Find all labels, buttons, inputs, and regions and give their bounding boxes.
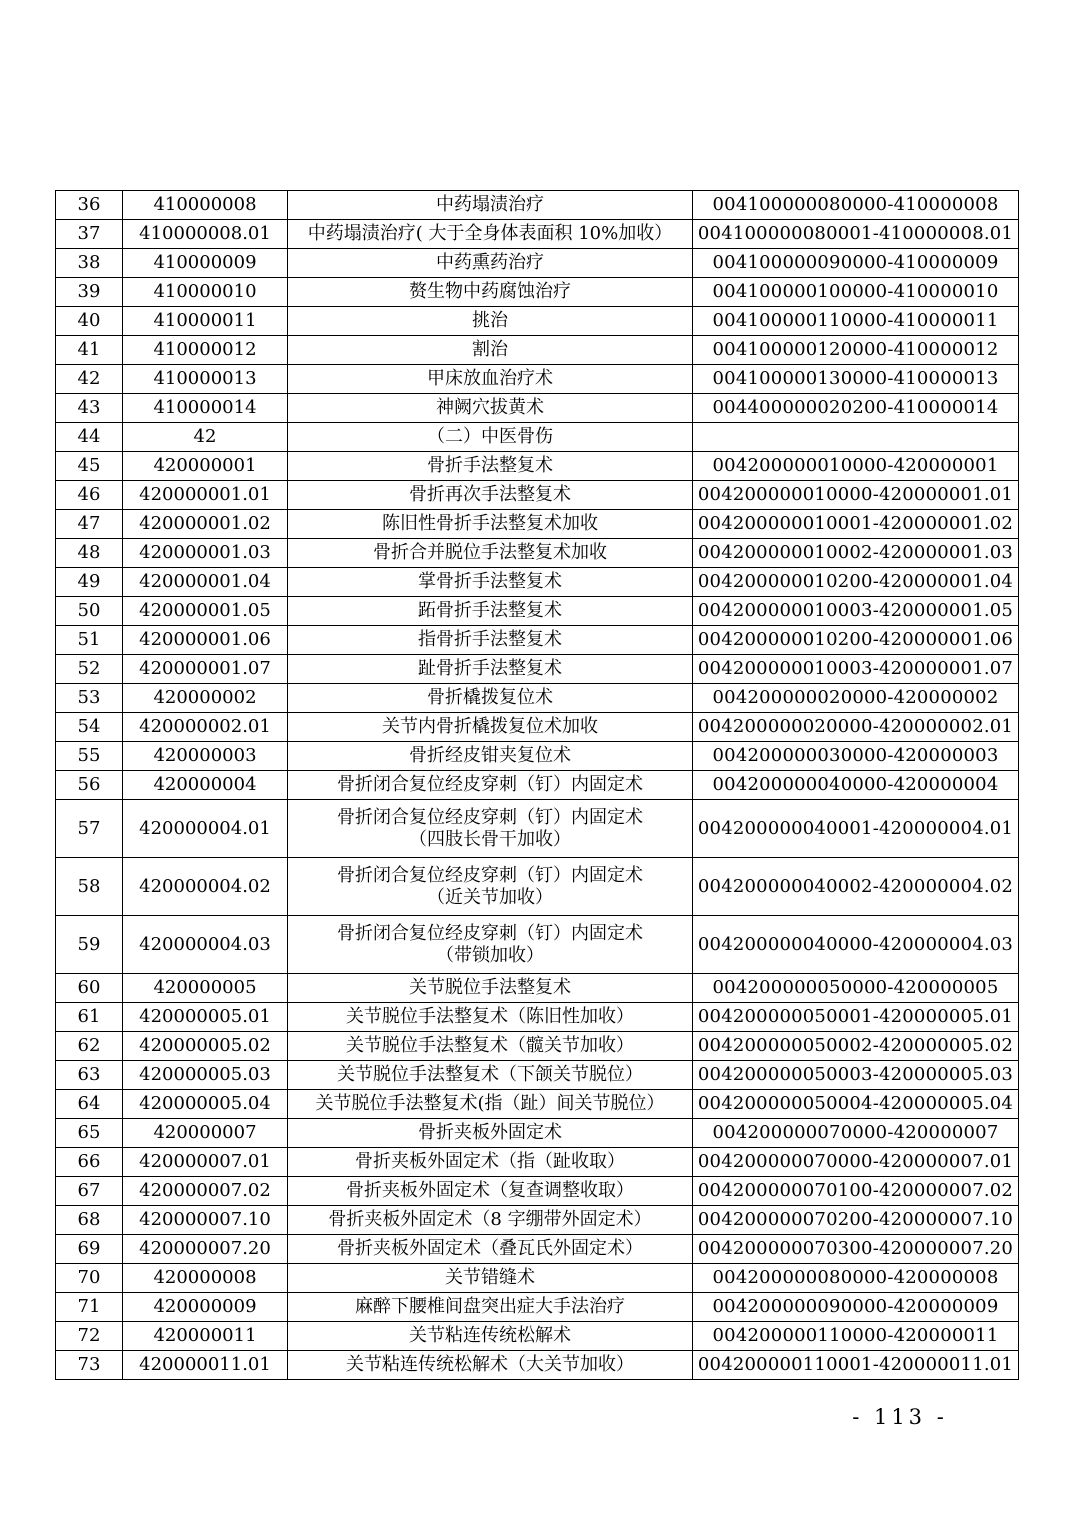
row-number-cell: 56: [56, 771, 123, 800]
procedure-name: 骨折再次手法整复术: [409, 484, 571, 506]
combined-code-cell: 004200000010000-420000001: [693, 452, 1019, 481]
combined-code-cell: 004100000090000-410000009: [693, 249, 1019, 278]
code-cell: 420000011.01: [123, 1351, 288, 1380]
row-number-cell: 46: [56, 481, 123, 510]
combined-code-cell: 004200000070000-420000007.01: [693, 1148, 1019, 1177]
row-number-cell: 50: [56, 597, 123, 626]
procedure-name: 关节粘连传统松解术: [409, 1325, 571, 1347]
procedure-name: 骨折闭合复位经皮穿刺（钉）内固定术: [337, 864, 643, 886]
code-cell: 420000008: [123, 1264, 288, 1293]
procedure-name: 关节脱位手法整复术（陈旧性加收）: [346, 1006, 634, 1028]
name-cell: [288, 742, 693, 771]
name-cell: [288, 307, 693, 336]
name-cell: [288, 626, 693, 655]
name-cell: [288, 1293, 693, 1322]
code-cell: 420000004.02: [123, 858, 288, 916]
combined-code-cell: 004200000040000-420000004.03: [693, 916, 1019, 974]
name-cell: [288, 771, 693, 800]
combined-code-cell: 004400000020200-410000014: [693, 394, 1019, 423]
name-cell: [288, 1032, 693, 1061]
row-number-cell: 58: [56, 858, 123, 916]
row-number-cell: 37: [56, 220, 123, 249]
row-number-cell: 73: [56, 1351, 123, 1380]
procedure-name-line2: （带锁加收）: [436, 944, 544, 966]
procedure-name: 骨折闭合复位经皮穿刺（钉）内固定术: [337, 806, 643, 828]
code-cell: 420000005: [123, 974, 288, 1003]
procedure-name: 掌骨折手法整复术: [418, 571, 562, 593]
table-row: [56, 1003, 1019, 1032]
code-cell: 410000008.01: [123, 220, 288, 249]
table-row: [56, 481, 1019, 510]
table-row: [56, 1032, 1019, 1061]
name-cell: [288, 800, 693, 858]
procedure-name: 指骨折手法整复术: [418, 629, 562, 651]
name-cell: [288, 452, 693, 481]
row-number-cell: 42: [56, 365, 123, 394]
combined-code-cell: 004200000010200-420000001.04: [693, 568, 1019, 597]
table-row: [56, 191, 1019, 220]
code-cell: 420000004.03: [123, 916, 288, 974]
row-number-cell: 36: [56, 191, 123, 220]
combined-code-cell: 004100000080000-410000008: [693, 191, 1019, 220]
table-row: [56, 974, 1019, 1003]
name-cell: [288, 510, 693, 539]
table-row: [56, 1322, 1019, 1351]
row-number-cell: 54: [56, 713, 123, 742]
table-row: [56, 394, 1019, 423]
procedure-name: 挑治: [472, 310, 508, 332]
combined-code-cell: 004200000110000-420000011: [693, 1322, 1019, 1351]
table-row: [56, 452, 1019, 481]
combined-code-cell: 004200000080000-420000008: [693, 1264, 1019, 1293]
code-cell: 420000007.01: [123, 1148, 288, 1177]
row-number-cell: 51: [56, 626, 123, 655]
name-cell: [288, 1061, 693, 1090]
procedure-name: 关节脱位手法整复术（髋关节加收）: [346, 1035, 634, 1057]
combined-code-cell: 004200000020000-420000002: [693, 684, 1019, 713]
table-row: [56, 713, 1019, 742]
row-number-cell: 65: [56, 1119, 123, 1148]
code-cell: 410000009: [123, 249, 288, 278]
row-number-cell: 43: [56, 394, 123, 423]
procedure-name: 跖骨折手法整复术: [418, 600, 562, 622]
table-row: [56, 916, 1019, 974]
row-number-cell: 55: [56, 742, 123, 771]
name-cell: [288, 278, 693, 307]
name-cell: [288, 336, 693, 365]
name-cell: [288, 1235, 693, 1264]
code-cell: 420000007.20: [123, 1235, 288, 1264]
name-cell: [288, 916, 693, 974]
table-row: [56, 278, 1019, 307]
row-number-cell: 53: [56, 684, 123, 713]
row-number-cell: 70: [56, 1264, 123, 1293]
code-cell: 420000001: [123, 452, 288, 481]
row-number-cell: 64: [56, 1090, 123, 1119]
table-row: [56, 800, 1019, 858]
procedure-code-table: [55, 190, 1019, 1380]
name-cell: [288, 1119, 693, 1148]
code-cell: 420000009: [123, 1293, 288, 1322]
code-cell: 420000001.04: [123, 568, 288, 597]
code-cell: 420000002.01: [123, 713, 288, 742]
table-row: [56, 423, 1019, 452]
row-number-cell: 44: [56, 423, 123, 452]
combined-code-cell: 004200000040002-420000004.02: [693, 858, 1019, 916]
row-number-cell: 39: [56, 278, 123, 307]
combined-code-cell: 004200000070000-420000007: [693, 1119, 1019, 1148]
name-cell: [288, 1148, 693, 1177]
row-number-cell: 47: [56, 510, 123, 539]
procedure-name: 割治: [472, 339, 508, 361]
code-cell: 420000004.01: [123, 800, 288, 858]
table-row: [56, 858, 1019, 916]
combined-code-cell: 004200000020000-420000002.01: [693, 713, 1019, 742]
code-cell: 420000005.02: [123, 1032, 288, 1061]
code-cell: 420000007: [123, 1119, 288, 1148]
combined-code-cell: 004200000010003-420000001.05: [693, 597, 1019, 626]
procedure-name: 骨折闭合复位经皮穿刺（钉）内固定术: [337, 774, 643, 796]
row-number-cell: 45: [56, 452, 123, 481]
combined-code-cell: 004200000010001-420000001.02: [693, 510, 1019, 539]
code-cell: 420000005.04: [123, 1090, 288, 1119]
code-cell: 410000012: [123, 336, 288, 365]
table-row: [56, 597, 1019, 626]
name-cell: [288, 394, 693, 423]
table-row: [56, 771, 1019, 800]
code-cell: 410000011: [123, 307, 288, 336]
combined-code-cell: 004200000110001-420000011.01: [693, 1351, 1019, 1380]
combined-code-cell: 004200000090000-420000009: [693, 1293, 1019, 1322]
name-cell: [288, 597, 693, 626]
procedure-name: 甲床放血治疗术: [427, 368, 553, 390]
table-row: [56, 539, 1019, 568]
row-number-cell: 61: [56, 1003, 123, 1032]
table-row: [56, 684, 1019, 713]
procedure-name: 麻醉下腰椎间盘突出症大手法治疗: [355, 1296, 625, 1318]
table-body: [56, 191, 1019, 1380]
row-number-cell: 52: [56, 655, 123, 684]
name-cell: [288, 1264, 693, 1293]
name-cell: [288, 365, 693, 394]
name-cell: [288, 713, 693, 742]
code-cell: 420000011: [123, 1322, 288, 1351]
name-cell: [288, 1090, 693, 1119]
table-row: [56, 655, 1019, 684]
row-number-cell: 48: [56, 539, 123, 568]
row-number-cell: 67: [56, 1177, 123, 1206]
table-row: [56, 1090, 1019, 1119]
row-number-cell: 49: [56, 568, 123, 597]
combined-code-cell: 004200000050001-420000005.01: [693, 1003, 1019, 1032]
table-row: [56, 1061, 1019, 1090]
table-row: [56, 1177, 1019, 1206]
name-cell: [288, 249, 693, 278]
code-cell: 420000001.02: [123, 510, 288, 539]
code-cell: 420000004: [123, 771, 288, 800]
table-row: [56, 249, 1019, 278]
name-cell: [288, 974, 693, 1003]
row-number-cell: 40: [56, 307, 123, 336]
name-cell: [288, 481, 693, 510]
procedure-name: （二）中医骨伤: [427, 426, 553, 448]
table-row: [56, 307, 1019, 336]
row-number-cell: 60: [56, 974, 123, 1003]
table-row: [56, 1206, 1019, 1235]
procedure-name: 骨折夹板外固定术（复查调整收取）: [346, 1180, 634, 1202]
row-number-cell: 69: [56, 1235, 123, 1264]
combined-code-cell: 004200000050002-420000005.02: [693, 1032, 1019, 1061]
code-cell: 420000001.07: [123, 655, 288, 684]
table-row: [56, 1235, 1019, 1264]
procedure-name: 关节内骨折橇拨复位术加收: [382, 716, 598, 738]
row-number-cell: 41: [56, 336, 123, 365]
combined-code-cell: 004200000030000-420000003: [693, 742, 1019, 771]
combined-code-cell: 004100000110000-410000011: [693, 307, 1019, 336]
procedure-name: 关节脱位手法整复术（下颌关节脱位）: [337, 1064, 643, 1086]
code-cell: 420000001.05: [123, 597, 288, 626]
combined-code-cell: 004100000100000-410000010: [693, 278, 1019, 307]
procedure-name: 骨折手法整复术: [427, 455, 553, 477]
row-number-cell: 57: [56, 800, 123, 858]
table-row: [56, 568, 1019, 597]
procedure-name: 神阙穴拔黄术: [436, 397, 544, 419]
code-cell: 420000002: [123, 684, 288, 713]
code-cell: 410000008: [123, 191, 288, 220]
table-row: [56, 220, 1019, 249]
table-row: [56, 626, 1019, 655]
combined-code-cell: 004100000130000-410000013: [693, 365, 1019, 394]
code-cell: 410000014: [123, 394, 288, 423]
procedure-name: 骨折合并脱位手法整复术加收: [373, 542, 607, 564]
name-cell: [288, 655, 693, 684]
combined-code-cell: 004200000040000-420000004: [693, 771, 1019, 800]
procedure-name: 关节脱位手法整复术(指（趾）间关节脱位）: [315, 1093, 665, 1115]
combined-code-cell: 004200000010003-420000001.07: [693, 655, 1019, 684]
code-cell: 420000007.10: [123, 1206, 288, 1235]
name-cell: [288, 1003, 693, 1032]
row-number-cell: 62: [56, 1032, 123, 1061]
combined-code-cell: 004200000010002-420000001.03: [693, 539, 1019, 568]
combined-code-cell: 004100000080001-410000008.01: [693, 220, 1019, 249]
row-number-cell: 68: [56, 1206, 123, 1235]
procedure-name: 骨折夹板外固定术（8 字绷带外固定术）: [328, 1209, 652, 1231]
procedure-name: 趾骨折手法整复术: [418, 658, 562, 680]
combined-code-cell: 004200000050004-420000005.04: [693, 1090, 1019, 1119]
procedure-name: 骨折夹板外固定术: [418, 1122, 562, 1144]
table-row: [56, 1119, 1019, 1148]
table-row: [56, 742, 1019, 771]
procedure-name: 陈旧性骨折手法整复术加收: [382, 513, 598, 535]
procedure-name: 骨折夹板外固定术（指（趾收取）: [355, 1151, 625, 1173]
procedure-name: 赘生物中药腐蚀治疗: [409, 281, 571, 303]
name-cell: [288, 1177, 693, 1206]
row-number-cell: 59: [56, 916, 123, 974]
procedure-name: 骨折夹板外固定术（叠瓦氏外固定术）: [337, 1238, 643, 1260]
row-number-cell: 71: [56, 1293, 123, 1322]
name-cell: [288, 423, 693, 452]
table-row: [56, 365, 1019, 394]
table-row: [56, 510, 1019, 539]
name-cell: [288, 1351, 693, 1380]
procedure-name: 关节错缝术: [445, 1267, 535, 1289]
combined-code-cell: 004200000010000-420000001.01: [693, 481, 1019, 510]
procedure-name: 关节脱位手法整复术: [409, 977, 571, 999]
name-cell: [288, 684, 693, 713]
combined-code-cell: [693, 423, 1019, 452]
combined-code-cell: 004200000070300-420000007.20: [693, 1235, 1019, 1264]
code-cell: 420000005.01: [123, 1003, 288, 1032]
row-number-cell: 72: [56, 1322, 123, 1351]
name-cell: [288, 1322, 693, 1351]
row-number-cell: 38: [56, 249, 123, 278]
procedure-name: 中药熏药治疗: [436, 252, 544, 274]
name-cell: [288, 1206, 693, 1235]
code-cell: 420000001.03: [123, 539, 288, 568]
name-cell: [288, 539, 693, 568]
combined-code-cell: 004200000050003-420000005.03: [693, 1061, 1019, 1090]
combined-code-cell: 004100000120000-410000012: [693, 336, 1019, 365]
row-number-cell: 63: [56, 1061, 123, 1090]
procedure-name: 骨折经皮钳夹复位术: [409, 745, 571, 767]
procedure-name: 骨折闭合复位经皮穿刺（钉）内固定术: [337, 922, 643, 944]
procedure-name: 骨折橇拨复位术: [427, 687, 553, 709]
code-cell: 420000007.02: [123, 1177, 288, 1206]
table-row: [56, 1293, 1019, 1322]
code-cell: 42: [123, 423, 288, 452]
table-row: [56, 1351, 1019, 1380]
code-cell: 420000001.06: [123, 626, 288, 655]
combined-code-cell: 004200000010200-420000001.06: [693, 626, 1019, 655]
row-number-cell: 66: [56, 1148, 123, 1177]
table-row: [56, 336, 1019, 365]
combined-code-cell: 004200000070200-420000007.10: [693, 1206, 1019, 1235]
code-cell: 410000013: [123, 365, 288, 394]
table-row: [56, 1264, 1019, 1293]
procedure-name-line2: （近关节加收）: [427, 886, 553, 908]
combined-code-cell: 004200000070100-420000007.02: [693, 1177, 1019, 1206]
name-cell: [288, 568, 693, 597]
procedure-name: 中药塌渍治疗( 大于全身体表面积 10%加收）: [307, 223, 673, 245]
name-cell: [288, 858, 693, 916]
code-cell: 420000005.03: [123, 1061, 288, 1090]
name-cell: [288, 191, 693, 220]
combined-code-cell: 004200000040001-420000004.01: [693, 800, 1019, 858]
procedure-name-line2: （四肢长骨干加收）: [409, 828, 571, 850]
name-cell: [288, 220, 693, 249]
table-row: [56, 1148, 1019, 1177]
code-cell: 420000003: [123, 742, 288, 771]
code-cell: 410000010: [123, 278, 288, 307]
procedure-name: 关节粘连传统松解术（大关节加收）: [346, 1354, 634, 1376]
code-cell: 420000001.01: [123, 481, 288, 510]
procedure-name: 中药塌渍治疗: [436, 194, 544, 216]
page-number: - 113 -: [852, 1405, 948, 1429]
combined-code-cell: 004200000050000-420000005: [693, 974, 1019, 1003]
